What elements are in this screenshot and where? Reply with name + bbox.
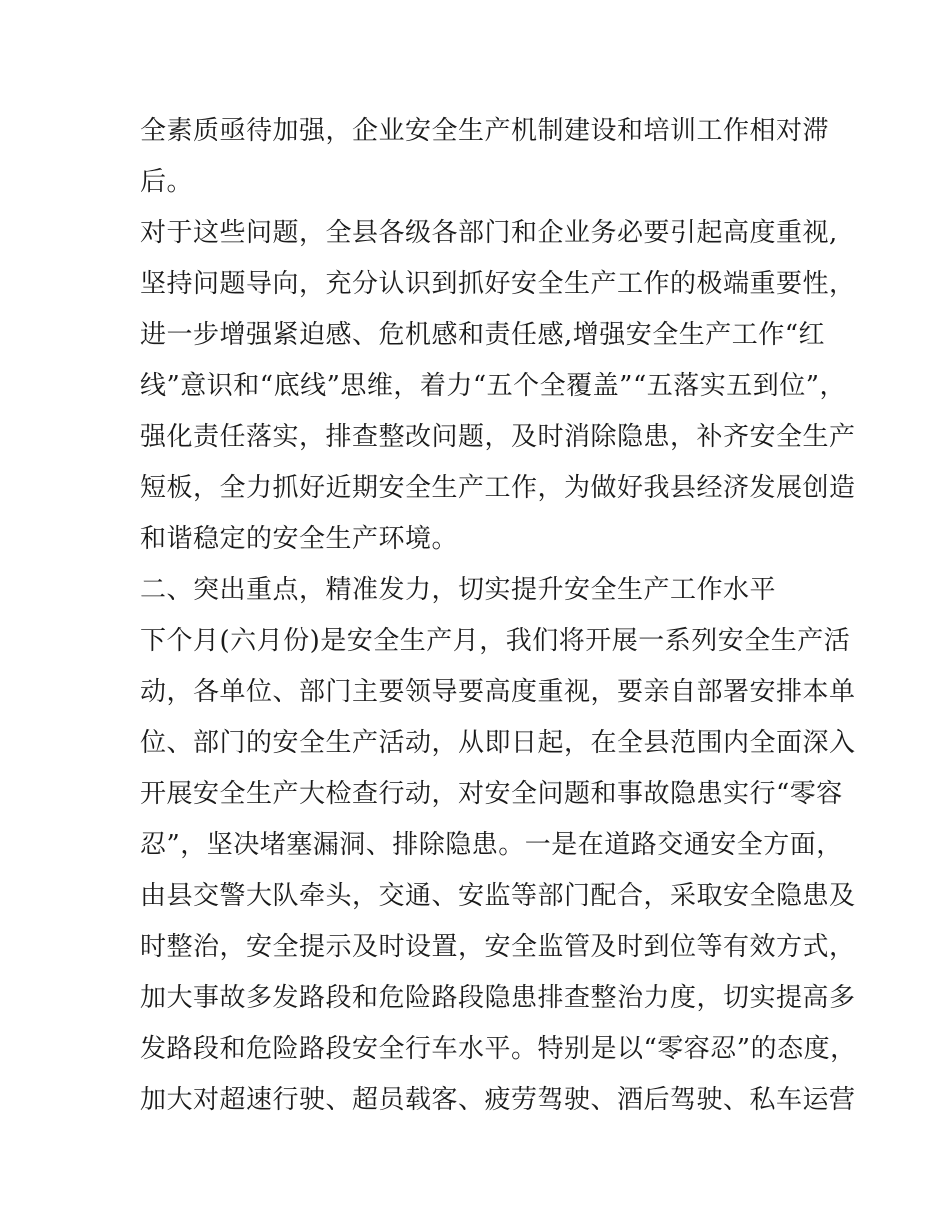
- text-line: 位、部门的安全生产活动，从即日起，在全县范围内全面深入: [140, 728, 856, 758]
- text-line: 对于这些问题，全县各级各部门和企业务必要引起高度重视,: [140, 218, 838, 248]
- text-line: 短板，全力抓好近期安全生产工作，为做好我县经济发展创造: [140, 473, 856, 503]
- text-line: 和谐稳定的安全生产环境。: [140, 524, 459, 554]
- text-line: 加大事故多发路段和危险路段隐患排查整治力度，切实提高多: [140, 983, 856, 1013]
- text-line: 由县交警大队牵头，交通、安监等部门配合，采取安全隐患及: [140, 881, 856, 911]
- body-text: [140, 106, 857, 1126]
- text-line: 发路段和危险路段安全行车水平。特别是以“零容忍”的态度，: [140, 1034, 857, 1064]
- text-line: 全素质亟待加强，企业安全生产机制建设和培训工作相对滞: [140, 116, 830, 146]
- text-line: 线”意识和“底线”思维，着力“五个全覆盖”“五落实五到位”，: [140, 371, 847, 401]
- text-line: 忍”，坚决堵塞漏洞、排除隐患。一是在道路交通安全方面，: [140, 830, 843, 860]
- text-line: 进一步增强紧迫感、危机感和责任感,增强安全生产工作“红: [140, 320, 826, 350]
- text-line: 坚持问题导向，充分认识到抓好安全生产工作的极端重要性，: [140, 269, 856, 299]
- text-line: 时整治，安全提示及时设置，安全监管及时到位等有效方式，: [140, 932, 856, 962]
- text-line: 加大对超速行驶、超员载客、疲劳驾驶、酒后驾驶、私车运营: [140, 1085, 856, 1115]
- text-line: 下个月(六月份)是安全生产月，我们将开展一系列安全生产活: [140, 626, 851, 656]
- text-line: 后。: [140, 167, 194, 197]
- section-heading: 二、突出重点，精准发力，切实提升安全生产工作水平: [140, 575, 777, 605]
- text-line: 动，各单位、部门主要领导要高度重视，要亲自部署安排本单: [140, 677, 856, 707]
- text-line: 开展安全生产大检查行动，对安全问题和事故隐患实行“零容: [140, 779, 843, 809]
- text-line: 强化责任落实，排查整改问题，及时消除隐患，补齐安全生产: [140, 422, 856, 452]
